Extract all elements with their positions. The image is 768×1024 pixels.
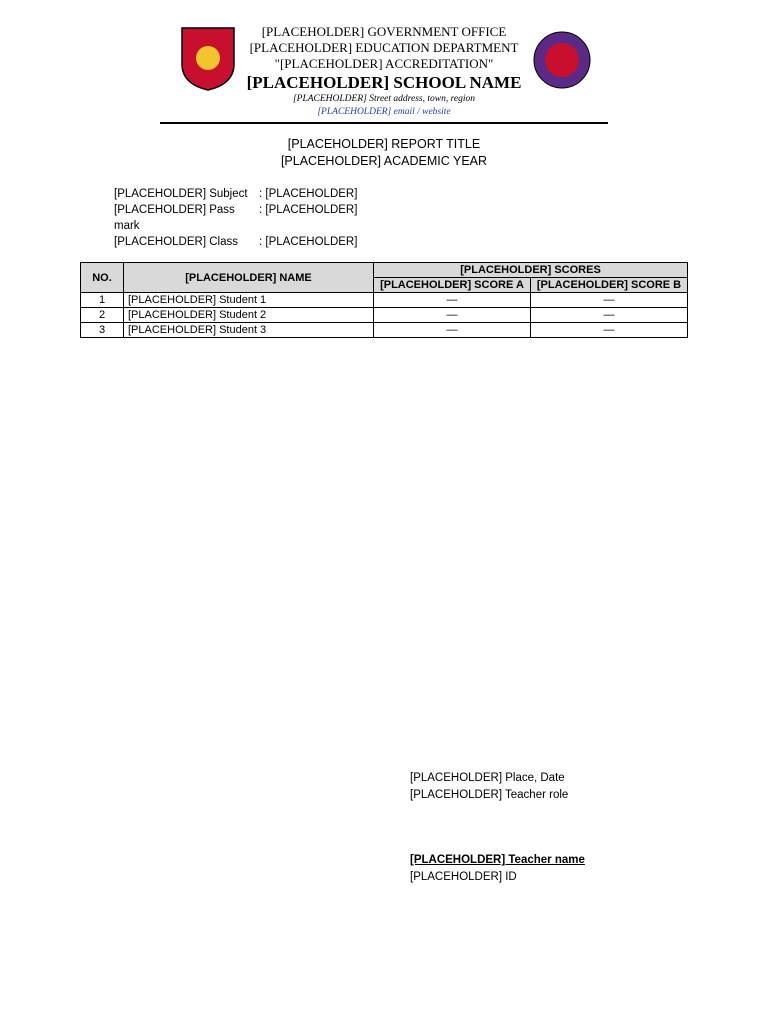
signature-block: [410, 770, 585, 886]
score-a: —: [374, 293, 531, 308]
letterhead-rule: [160, 122, 608, 124]
meta-value: : [PLACEHOLDER]: [259, 188, 358, 200]
score-b: —: [531, 308, 688, 323]
table-row: [81, 308, 688, 323]
letterhead-line-2: [PLACEHOLDER] EDUCATION DEPARTMENT: [249, 40, 519, 55]
title-line-2: [PLACEHOLDER] ACADEMIC YEAR: [280, 154, 488, 168]
score-b: —: [531, 293, 688, 308]
meta-key: [PLACEHOLDER] Pass mark: [114, 204, 235, 232]
student-name: [PLACEHOLDER] Student 2: [124, 308, 374, 323]
document-title: [80, 136, 688, 170]
row-number: 3: [81, 323, 124, 338]
row-number: 1: [81, 293, 124, 308]
student-name: [PLACEHOLDER] Student 3: [124, 323, 374, 338]
letterhead-line-1: [PLACEHOLDER] GOVERNMENT OFFICE: [261, 24, 507, 39]
letterhead: [80, 0, 688, 120]
col-header-scores: [PLACEHOLDER] SCORES: [374, 263, 688, 278]
meta-value: : [PLACEHOLDER]: [259, 236, 358, 248]
grades-table: [80, 262, 688, 338]
place-date: [PLACEHOLDER] Place, Date: [410, 772, 565, 784]
grades-table-body: [81, 293, 688, 338]
report-meta: [114, 186, 688, 250]
col-header-no: NO.: [81, 263, 124, 293]
meta-row: [114, 202, 688, 234]
student-name: [PLACEHOLDER] Student 1: [124, 293, 374, 308]
signer-name: [PLACEHOLDER] Teacher name: [410, 854, 585, 866]
signer-role: [PLACEHOLDER] Teacher role: [410, 789, 569, 801]
meta-key: [PLACEHOLDER] Subject: [114, 188, 248, 200]
table-row: [81, 293, 688, 308]
col-header-score-b: [PLACEHOLDER] SCORE B: [531, 278, 688, 293]
title-line-1: [PLACEHOLDER] REPORT TITLE: [287, 137, 481, 151]
col-header-score-a: [PLACEHOLDER] SCORE A: [374, 278, 531, 293]
meta-key: [PLACEHOLDER] Class: [114, 236, 238, 248]
table-row: [81, 323, 688, 338]
signer-id: [PLACEHOLDER] ID: [410, 871, 517, 883]
letterhead-text: [80, 24, 688, 119]
score-b: —: [531, 323, 688, 338]
col-header-name: [PLACEHOLDER] NAME: [124, 263, 374, 293]
row-number: 2: [81, 308, 124, 323]
school-address: [PLACEHOLDER] Street address, town, region: [292, 94, 476, 104]
school-name: [PLACEHOLDER] SCHOOL NAME: [246, 73, 522, 92]
score-a: —: [374, 308, 531, 323]
score-a: —: [374, 323, 531, 338]
school-emblem-icon: [532, 30, 592, 90]
meta-row: [114, 234, 688, 250]
meta-row: [114, 186, 688, 202]
meta-value: : [PLACEHOLDER]: [259, 204, 358, 216]
school-email: [PLACEHOLDER] email / website: [317, 107, 451, 117]
letterhead-line-3: "[PLACEHOLDER] ACCREDITATION": [274, 56, 494, 71]
